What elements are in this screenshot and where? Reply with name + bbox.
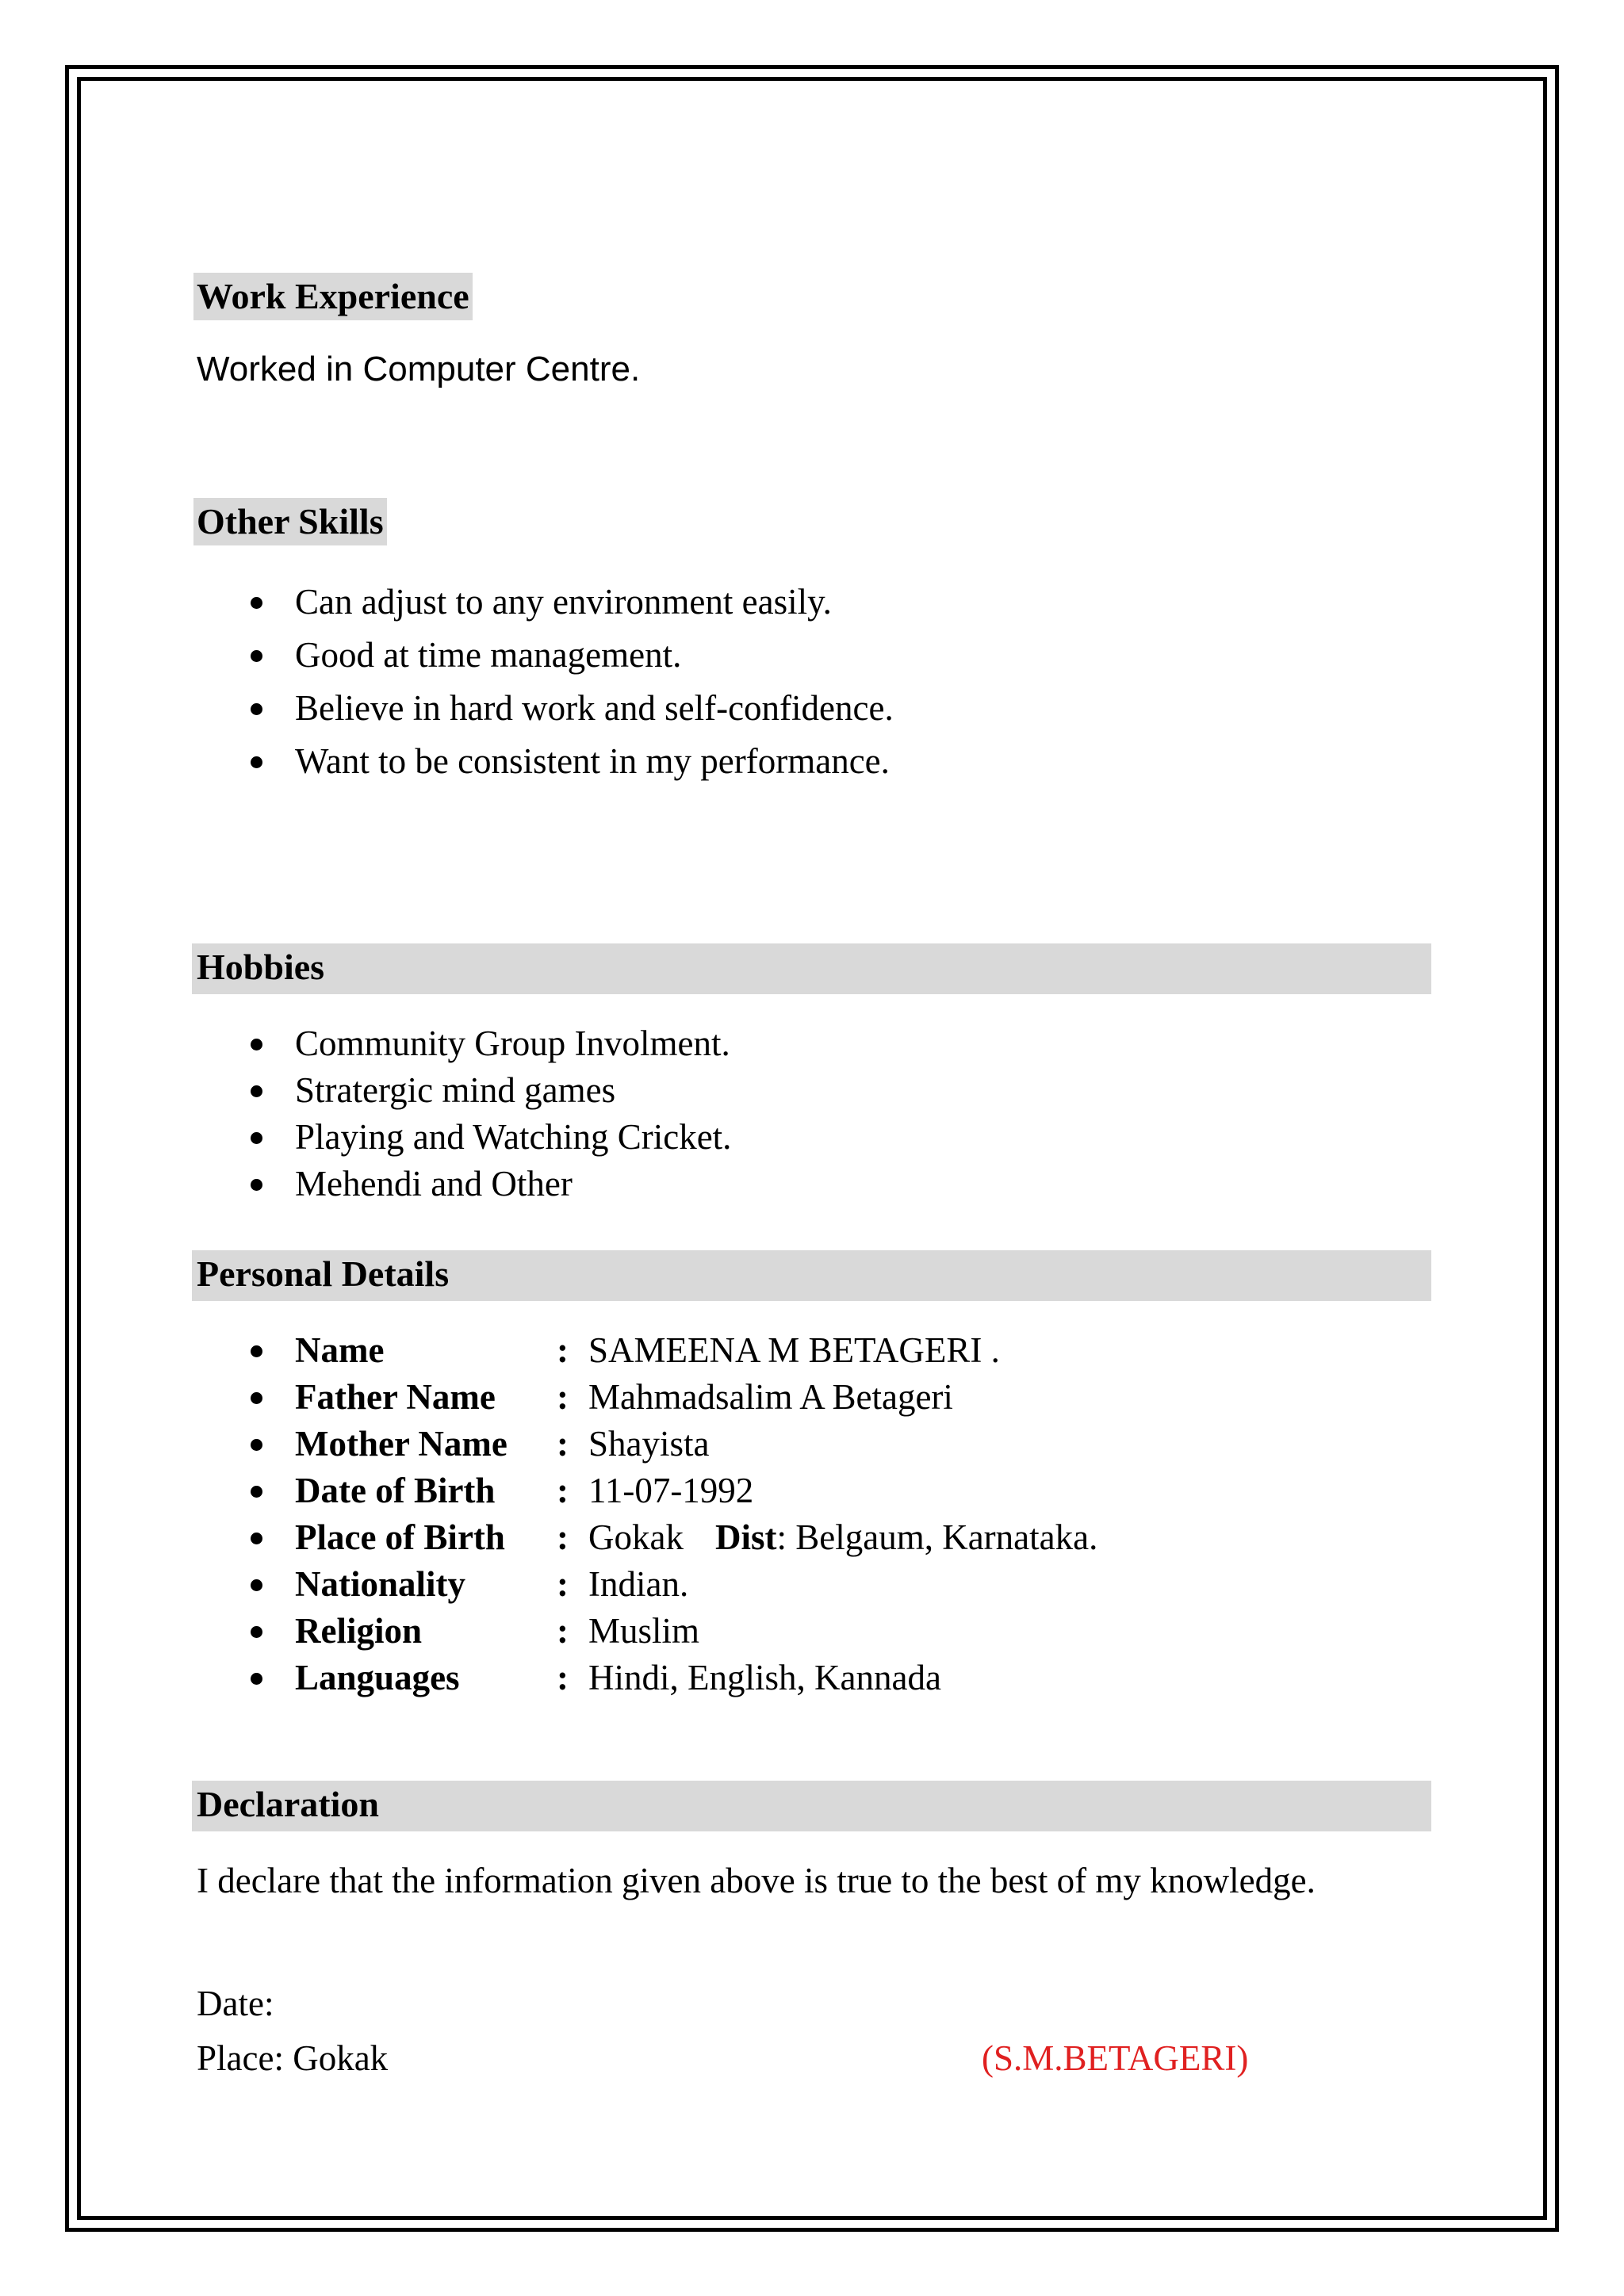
detail-label: Father Name (295, 1377, 496, 1417)
hobbies-list-wrap (197, 1020, 731, 1207)
other-skills-list (197, 576, 894, 788)
personal-details-list-wrap (197, 1327, 1097, 1701)
detail-colon: : (557, 1658, 569, 1697)
list-item: Stratergic mind games (197, 1067, 731, 1114)
hobbies-heading: Hobbies (192, 943, 1431, 994)
other-skills-list-wrap (197, 576, 894, 788)
detail-value: Shayista (588, 1424, 710, 1464)
detail-value: SAMEENA M BETAGERI . (588, 1330, 1000, 1370)
detail-label: Mother Name (295, 1424, 508, 1464)
date-label: Date: (197, 1984, 274, 2023)
detail-label: Nationality (295, 1564, 466, 1604)
other-skills-heading: Other Skills (193, 498, 387, 545)
signature-name: (S.M.BETAGERI) (982, 2038, 1249, 2078)
personal-detail-row (197, 1327, 1097, 1374)
hobbies-section (197, 943, 1431, 994)
detail-colon: : (557, 1517, 569, 1557)
personal-detail-row (197, 1561, 1097, 1608)
detail-value: Muslim (588, 1611, 700, 1651)
hobbies-list (197, 1020, 731, 1207)
personal-detail-row (197, 1514, 1097, 1561)
personal-details-list (197, 1327, 1097, 1701)
detail-value: Indian. (588, 1564, 689, 1604)
personal-detail-row (197, 1421, 1097, 1468)
other-skills-section (197, 498, 387, 545)
detail-colon: : (557, 1471, 569, 1510)
list-item: Community Group Involment. (197, 1020, 731, 1067)
detail-label: Name (295, 1330, 385, 1370)
detail-extra-value: : Belgaum, Karnataka. (776, 1517, 1098, 1557)
declaration-section (197, 1781, 1431, 1831)
detail-colon: : (557, 1424, 569, 1464)
place-label: Place: Gokak (197, 2038, 389, 2078)
list-item: Good at time management. (197, 629, 894, 682)
list-item: Believe in hard work and self-confidence. (197, 682, 894, 735)
personal-detail-row (197, 1468, 1097, 1514)
detail-value: Mahmadsalim A Betageri (588, 1377, 953, 1417)
list-item: Playing and Watching Cricket. (197, 1114, 731, 1161)
list-item: Can adjust to any environment easily. (197, 576, 894, 629)
detail-colon: : (557, 1611, 569, 1651)
personal-details-heading: Personal Details (192, 1250, 1431, 1301)
work-experience-text: Worked in Computer Centre. (197, 350, 641, 388)
detail-extra-label: Dist (714, 1517, 777, 1557)
work-experience-section (197, 273, 473, 320)
declaration-text: I declare that the information given above is true to the best of my knowledge. (197, 1861, 1316, 1900)
personal-detail-row (197, 1374, 1097, 1421)
detail-value: Hindi, English, Kannada (588, 1658, 941, 1697)
list-item: Mehendi and Other (197, 1161, 731, 1207)
detail-colon: : (557, 1564, 569, 1604)
detail-label: Place of Birth (295, 1517, 505, 1557)
personal-details-section (197, 1250, 1431, 1301)
personal-detail-row (197, 1655, 1097, 1701)
personal-detail-row (197, 1608, 1097, 1655)
detail-colon: : (557, 1377, 569, 1417)
detail-label: Religion (295, 1611, 423, 1651)
detail-value: 11-07-1992 (588, 1471, 754, 1510)
detail-value: Gokak (588, 1517, 684, 1557)
list-item: Want to be consistent in my performance. (197, 735, 894, 788)
detail-label: Date of Birth (295, 1471, 496, 1510)
declaration-heading: Declaration (192, 1781, 1431, 1831)
detail-label: Languages (295, 1658, 460, 1697)
work-experience-heading: Work Experience (193, 273, 473, 320)
detail-colon: : (557, 1330, 569, 1370)
